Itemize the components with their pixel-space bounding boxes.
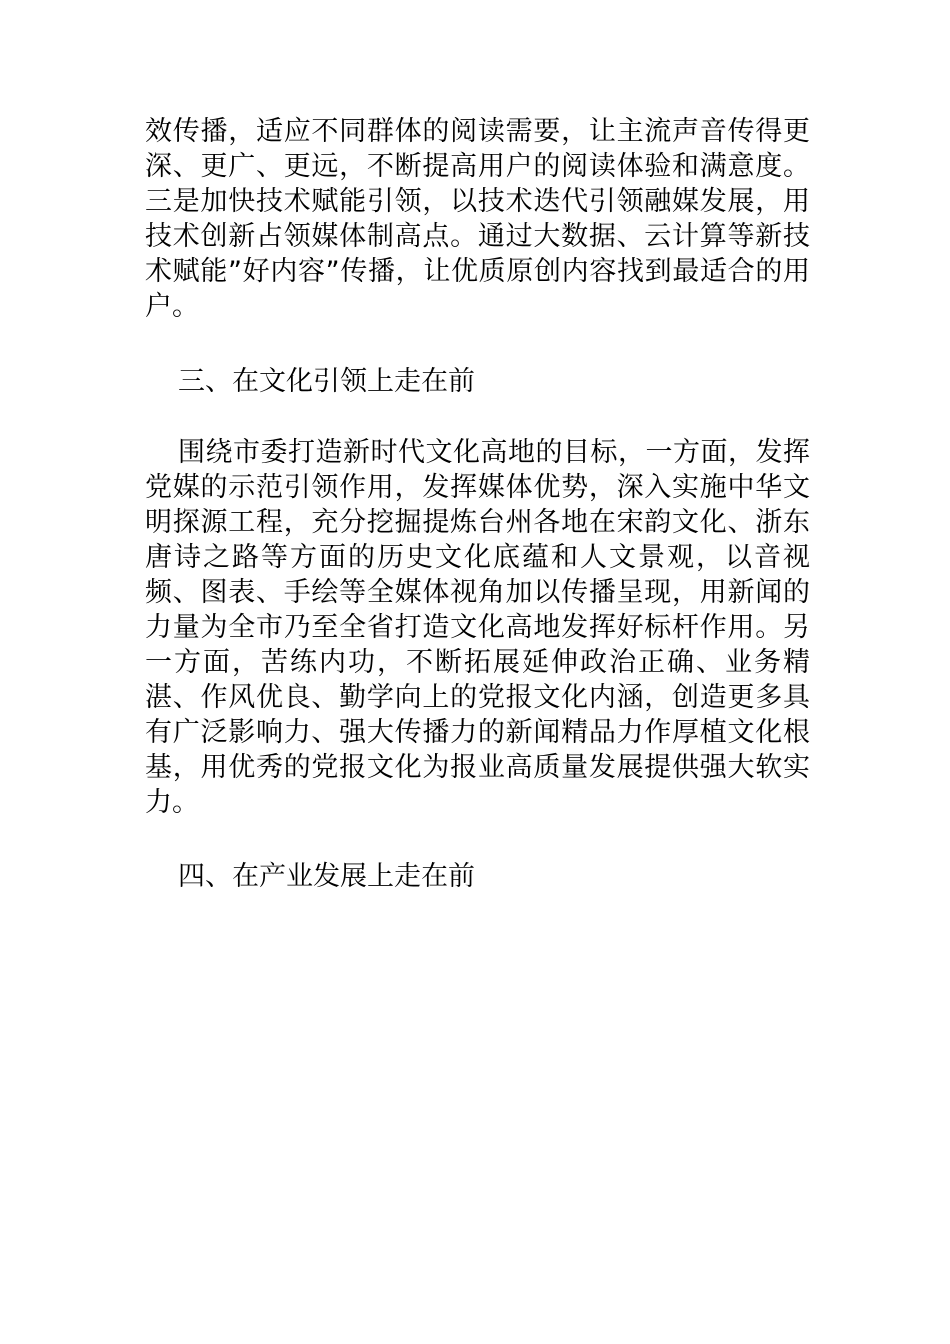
section-heading-industry: 四、在产业发展上走在前: [178, 861, 475, 892]
paragraph-spacer: [145, 820, 810, 859]
document-body: [145, 114, 810, 894]
paragraph-spacer: [145, 324, 810, 364]
section-heading-culture: 三、在文化引领上走在前: [178, 366, 475, 397]
body-paragraph-continued: 效传播，适应不同群体的阅读需要，让主流声音传得更深、更广、更远，不断提高用户的阅读体验和满意度。三是加快技术赋能引领，以技术迭代引领融媒发展，用技术创新占领媒体制高点。通过大数据、云计算等新技术赋能”好内容”传播，让优质原创内容找到最适合的用户。: [145, 116, 810, 322]
body-paragraph-culture: 围绕市委打造新时代文化高地的目标，一方面，发挥党媒的示范引领作用，发挥媒体优势，深入实施中华文明探源工程，充分挖掘提炼台州各地在宋韵文化、浙东唐诗之路等方面的历史文化底蕴和人文景观，以音视频、图表、手绘等全媒体视角加以传播呈现，用新闻的力量为全市乃至全省打造文化高地发挥好标杆作用。另一方面，苦练内功，不断拓展延伸政治正确、业务精湛、作风优良、勤学向上的党报文化内涵，创造更多具有广泛影响力、强大传播力的新闻精品力作厚植文化根基，用优秀的党报文化为报业高质量发展提供强大软实力。: [145, 437, 810, 818]
paragraph-spacer: [145, 399, 810, 435]
